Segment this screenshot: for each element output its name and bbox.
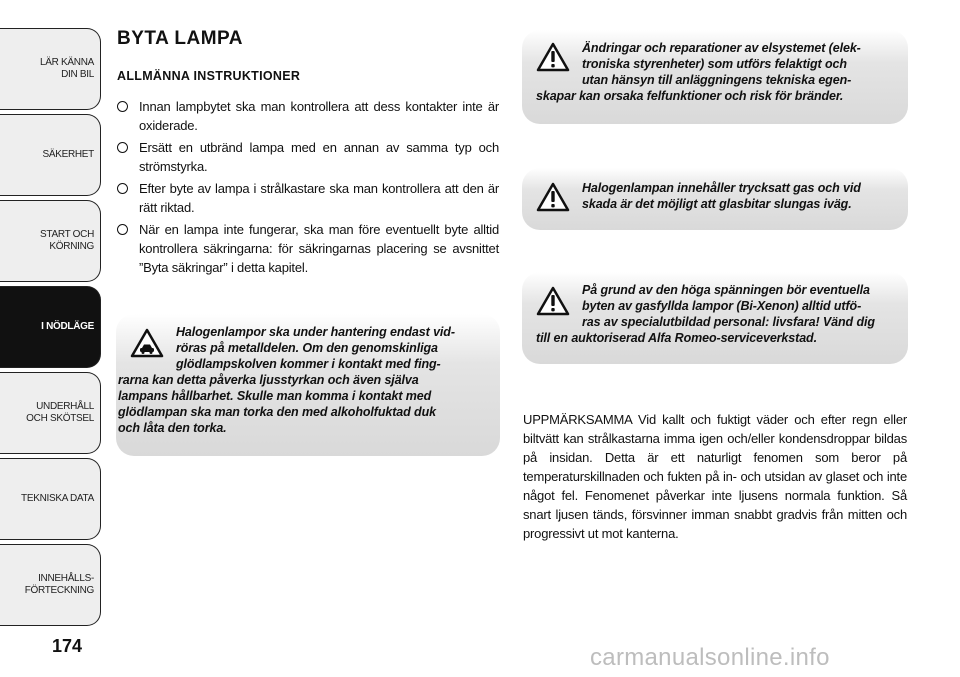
- list-item-text: Innan lampbytet ska man kontrollera att dess kontakter inte är oxiderade.: [139, 99, 499, 133]
- warning-text: [522, 282, 908, 346]
- tab-underhall-och-skotsel[interactable]: [0, 372, 101, 454]
- caution-line: glödlampskolven kommer i kontakt med fing-: [176, 357, 441, 371]
- tab-label-line: SÄKERHET: [42, 149, 94, 160]
- list-item: [117, 138, 499, 176]
- warning-line: byten av gasfyllda lampor (Bi-Xenon) alltid utfö-: [582, 299, 862, 313]
- tab-label-line: TEKNISKA DATA: [21, 493, 94, 504]
- warning-box-bi-xenon: [522, 272, 908, 364]
- warning-box-pressurized-gas: [522, 168, 908, 230]
- tab-label-line: DIN BIL: [61, 69, 94, 80]
- tab-label-line: UNDERHÅLL: [36, 401, 94, 412]
- tab-label-line: INNEHÅLLS-: [38, 573, 94, 584]
- circle-bullet-icon: [117, 183, 128, 194]
- warning-line: skada är det möjligt att glasbitar slungas iväg.: [582, 197, 852, 211]
- page-title: BYTA LAMPA: [117, 28, 244, 49]
- tab-label-line: OCH SKÖTSEL: [26, 413, 94, 424]
- caution-text: [116, 324, 500, 436]
- warning-line: troniska styrenheter) som utförs felaktigt och: [582, 57, 847, 71]
- list-item: [117, 97, 499, 135]
- tab-label-line: LÄR KÄNNA: [40, 57, 94, 68]
- tab-start-och-korning[interactable]: [0, 200, 101, 282]
- tab-label-line: KÖRNING: [49, 241, 94, 252]
- caution-line: och låta den torka.: [118, 421, 227, 435]
- warning-line: skapar kan orsaka felfunktioner och risk för bränder.: [536, 89, 844, 103]
- caution-box-halogen-handling: [116, 314, 500, 456]
- circle-bullet-icon: [117, 224, 128, 235]
- tab-label-line: FÖRTECKNING: [24, 585, 94, 596]
- list-item-text: Efter byte av lampa i strålkastare ska man kontrollera att den är rätt riktad.: [139, 181, 499, 215]
- tab-label-line: I NÖDLÄGE: [41, 321, 94, 332]
- caution-line: glödlampan ska man torka den med alkoholfuktad duk: [118, 405, 436, 419]
- warning-line: På grund av den höga spänningen bör eventuella: [582, 283, 870, 297]
- caution-line: rarna kan detta påverka ljusstyrkan och även själva: [118, 373, 419, 387]
- list-item-text: När en lampa inte fungerar, ska man före eventuellt byte alltid kontrollera säkringarna: för säkringarnas placering se avsnittet ”Byta säkringar” i detta kapitel.: [139, 222, 499, 275]
- warning-text: [522, 180, 908, 212]
- tab-i-nodlage[interactable]: [0, 286, 101, 368]
- tab-label-line: START OCH: [40, 229, 94, 240]
- section-subtitle: ALLMÄNNA INSTRUKTIONER: [117, 69, 301, 83]
- watermark: carmanualsonline.info: [590, 644, 830, 671]
- condensation-note: UPPMÄRKSAMMA Vid kallt och fuktigt väder och efter regn eller biltvätt kan strålkastarna imma igen och/eller kondensdroppar bildas på insidan. Detta är ett naturligt fenomen som beror på temperaturskillnaden och fukten på in- och utsidan av glaset och inte något fel. Fenomenet påverkar inte ljusens normala funktion. Så snart ljusen tänds, försvinner imman snabbt gradvis från mitten och progressivt ut mot kanterna.: [523, 412, 907, 541]
- tab-tekniska-data[interactable]: [0, 458, 101, 540]
- tab-lar-kanna-din-bil[interactable]: [0, 28, 101, 110]
- caution-line: lampans hållbarhet. Skulle man komma i kontakt med: [118, 389, 432, 403]
- warning-line: till en auktoriserad Alfa Romeo-serviceverkstad.: [536, 331, 817, 345]
- warning-box-electrical-repairs: [522, 30, 908, 124]
- circle-bullet-icon: [117, 142, 128, 153]
- warning-text: [522, 40, 908, 104]
- warning-line: Ändringar och reparationer av elsystemet (elek-: [582, 41, 861, 55]
- warning-line: utan hänsyn till anläggningens tekniska egen-: [582, 73, 852, 87]
- tab-sakerhet[interactable]: [0, 114, 101, 196]
- list-item: [117, 179, 499, 217]
- tab-innehallsforteckning[interactable]: [0, 544, 101, 626]
- circle-bullet-icon: [117, 101, 128, 112]
- instruction-list: [117, 97, 499, 280]
- warning-line: Halogenlampan innehåller trycksatt gas och vid: [582, 181, 861, 195]
- warning-line: ras av specialutbildad personal: livsfara! Vänd dig: [582, 315, 875, 329]
- list-item: [117, 220, 499, 277]
- caution-line: röras på metalldelen. Om den genomskinliga: [176, 341, 438, 355]
- list-item-text: Ersätt en utbränd lampa med en annan av samma typ och strömstyrka.: [139, 140, 499, 174]
- page-number: 174: [52, 636, 83, 656]
- caution-line: Halogenlampor ska under hantering endast vid-: [176, 325, 455, 339]
